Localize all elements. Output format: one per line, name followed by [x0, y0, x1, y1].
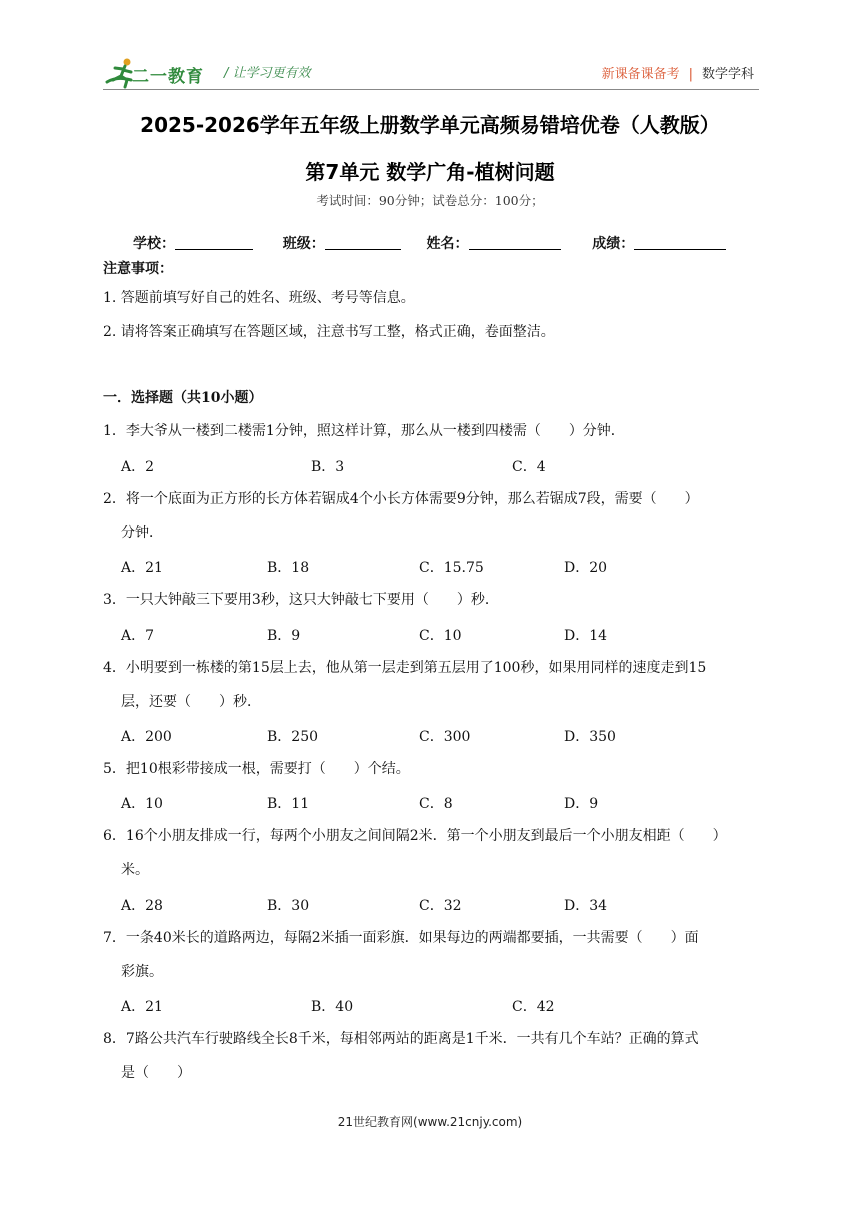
- question-1: [103, 414, 763, 448]
- option-a[interactable]: A．28: [121, 898, 163, 914]
- exam-info: 考试时间：90分钟；试卷总分：100分；: [316, 193, 544, 208]
- question-3: [103, 583, 763, 617]
- option-c[interactable]: C．8: [419, 796, 453, 812]
- option-b[interactable]: B．250: [267, 729, 319, 745]
- header-divider: [103, 89, 759, 90]
- option-b[interactable]: B．18: [267, 560, 310, 576]
- question-text-continued: 彩旗。: [121, 964, 163, 980]
- exam-title: 2025-2026学年五年级上册数学单元高频易错培优卷（人教版）: [140, 113, 720, 137]
- header-tag: 新课备课备考: [601, 67, 680, 82]
- question-2-options: [121, 557, 761, 577]
- question-6: [103, 819, 763, 887]
- name-blank[interactable]: [469, 235, 561, 250]
- page-footer: 21世纪教育网(www.21cnjy.com): [337, 1115, 523, 1129]
- question-text-continued: 米。: [121, 862, 149, 878]
- question-text: 3．一只大钟敲三下要用3秒，这只大钟敲七下要用（ ）秒．: [103, 592, 499, 608]
- option-a[interactable]: A．10: [121, 796, 163, 812]
- question-4-options: [121, 726, 761, 746]
- option-d[interactable]: D．20: [564, 560, 608, 576]
- unit-title: 第7单元 数学广角-植树问题: [305, 160, 555, 184]
- option-d[interactable]: D．14: [564, 628, 608, 644]
- option-a[interactable]: A．21: [121, 560, 163, 576]
- school-label: 学校：: [133, 236, 175, 252]
- option-d[interactable]: D．350: [564, 729, 616, 745]
- class-blank[interactable]: [325, 235, 401, 250]
- option-b[interactable]: B．9: [267, 628, 301, 644]
- score-label: 成绩：: [592, 236, 635, 252]
- name-label: 姓名：: [426, 236, 469, 252]
- notice-heading: 注意事项：: [103, 261, 173, 277]
- class-label: 班级：: [282, 236, 325, 252]
- question-text: 7．一条40米长的道路两边，每隔2米插一面彩旗．如果每边的两端都要插，一共需要（ ）面: [103, 930, 699, 946]
- question-text-continued: 分钟．: [121, 525, 163, 541]
- option-a[interactable]: A．200: [121, 729, 172, 745]
- option-b[interactable]: B．40: [311, 999, 354, 1015]
- question-7-options: [121, 996, 761, 1016]
- page-header: [0, 0, 860, 100]
- header-separator: |: [688, 67, 693, 82]
- question-5: [103, 752, 763, 786]
- header-subject: 数学学科: [701, 67, 754, 82]
- option-c[interactable]: C．4: [512, 459, 546, 475]
- question-3-options: [121, 625, 761, 645]
- question-6-options: [121, 895, 761, 915]
- question-text: 6．16个小朋友排成一行，每两个小朋友之间间隔2米．第一个小朋友到最后一个小朋友相距（ ）: [103, 828, 727, 844]
- option-d[interactable]: D．34: [564, 898, 608, 914]
- option-c[interactable]: C．42: [512, 999, 555, 1015]
- score-blank[interactable]: [634, 235, 726, 250]
- question-text: 5．把10根彩带接成一根，需要打（ ）个结。: [103, 761, 410, 777]
- question-8: [103, 1022, 763, 1090]
- option-a[interactable]: A．2: [121, 459, 155, 475]
- option-b[interactable]: B．11: [267, 796, 310, 812]
- question-2: [103, 482, 763, 550]
- question-text: 4．小明要到一栋楼的第15层上去，他从第一层走到第五层用了100秒，如果用同样的速度走到15: [103, 660, 707, 676]
- option-c[interactable]: C．10: [419, 628, 462, 644]
- section-heading: 一．选择题（共10小题）: [103, 390, 263, 406]
- header-right: [602, 63, 754, 82]
- option-d[interactable]: D．9: [564, 796, 599, 812]
- question-text-continued: 层，还要（ ）秒．: [121, 694, 261, 710]
- school-blank[interactable]: [175, 235, 253, 250]
- question-text: 2．将一个底面为正方形的长方体若锯成4个小长方体需要9分钟，那么若锯成7段，需要（ ）: [103, 491, 699, 507]
- option-c[interactable]: C．32: [419, 898, 462, 914]
- question-text: 8．7路公共汽车行驶路线全长8千米，每相邻两站的距离是1千米．一共有几个车站？正确的算式: [103, 1031, 699, 1047]
- option-b[interactable]: B．3: [311, 459, 345, 475]
- option-c[interactable]: C．15.75: [419, 560, 484, 576]
- question-7: [103, 921, 763, 989]
- notice-item: 2. 请将答案正确填写在答题区域，注意书写工整，格式正确，卷面整洁。: [103, 324, 555, 340]
- notice-item: 1. 答题前填写好自己的姓名、班级、考号等信息。: [103, 290, 415, 306]
- student-info-row: [133, 233, 726, 253]
- option-b[interactable]: B．30: [267, 898, 310, 914]
- logo-text: 二一教育: [132, 67, 204, 87]
- question-4: [103, 651, 763, 719]
- question-text-continued: 是（ ）: [121, 1065, 191, 1081]
- slogan: / 让学习更有效: [224, 66, 311, 81]
- option-c[interactable]: C．300: [419, 729, 471, 745]
- option-a[interactable]: A．21: [121, 999, 163, 1015]
- option-a[interactable]: A．7: [121, 628, 155, 644]
- question-5-options: [121, 793, 761, 813]
- question-text: 1．李大爷从一楼到二楼需1分钟，照这样计算，那么从一楼到四楼需（ ）分钟．: [103, 423, 625, 439]
- question-1-options: [121, 456, 761, 476]
